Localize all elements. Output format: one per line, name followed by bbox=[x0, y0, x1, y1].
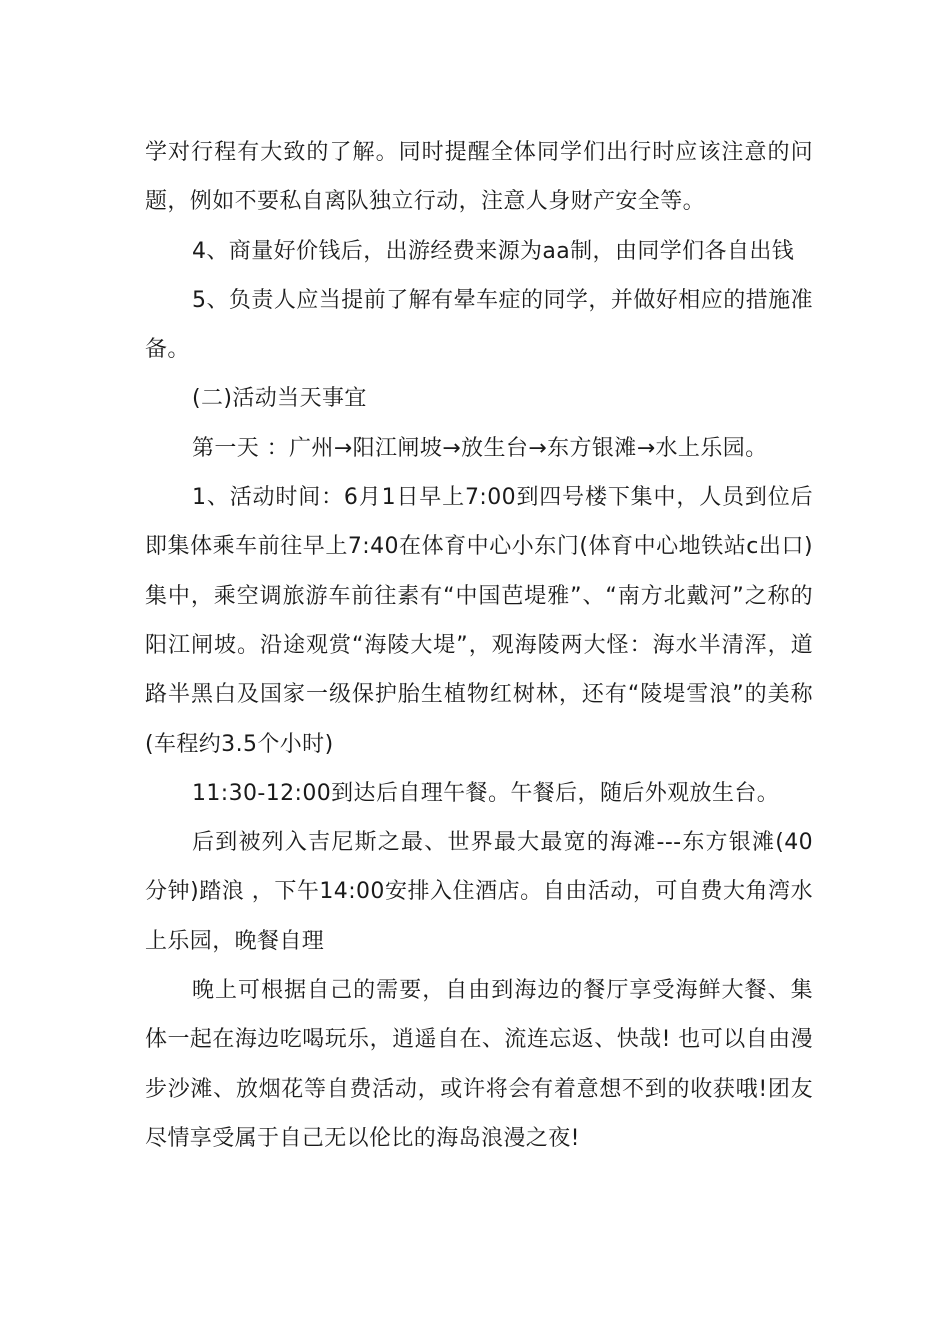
paragraph-item-5: 5、负责人应当提前了解有晕车症的同学，并做好相应的措施准备。 bbox=[145, 287, 813, 363]
paragraph-day-one-route: 第一天 ：广州→阳江闸坡→放生台→东方银滩→水上乐园。 bbox=[192, 435, 768, 461]
section-heading-day-events: (二)活动当天事宜 bbox=[192, 386, 367, 412]
paragraph-item-4: 4、商量好价钱后，出游经费来源为aa制，由同学们各自出钱 bbox=[192, 238, 795, 264]
paragraph-silver-beach: 后到被列入吉尼斯之最、世界最大最宽的海滩---东方银滩(40分钟)踏浪 ，下午14:00安排入住酒店。自由活动，可自费大角湾水上乐园，晚餐自理 bbox=[145, 830, 813, 954]
paragraph-continuation: 学对行程有大致的了解。同时提醒全体同学们出行时应该注意的问题，例如不要私自离队独立行动，注意人身财产安全等。 bbox=[145, 140, 813, 215]
paragraph-lunch: 11:30-12:00到达后自理午餐。午餐后，随后外观放生台。 bbox=[192, 780, 780, 806]
paragraph-evening: 晚上可根据自己的需要，自由到海边的餐厅享受海鲜大餐、集体一起在海边吃喝玩乐，逍遥自在、流连忘返、快哉! 也可以自由漫步沙滩、放烟花等自费活动，或许将会有着意想不到的收获哦!团友尽情享受属于自己无以伦比的海岛浪漫之夜! bbox=[145, 978, 813, 1151]
document-body bbox=[145, 128, 813, 1163]
paragraph-activity-time: 1、活动时间：6月1日早上7:00到四号楼下集中，人员到位后即集体乘车前往早上7:40在体育中心小东门(体育中心地铁站c出口)集中，乘空调旅游车前往素有“中国芭堤雅”、“南方北戴河”之称的阳江闸坡。沿途观赏“海陵大堤”，观海陵两大怪：海水半清浑，道路半黑白及国家一级保护胎生植物红树林，还有“陵堤雪浪”的美称(车程约3.5个小时) bbox=[145, 485, 813, 757]
